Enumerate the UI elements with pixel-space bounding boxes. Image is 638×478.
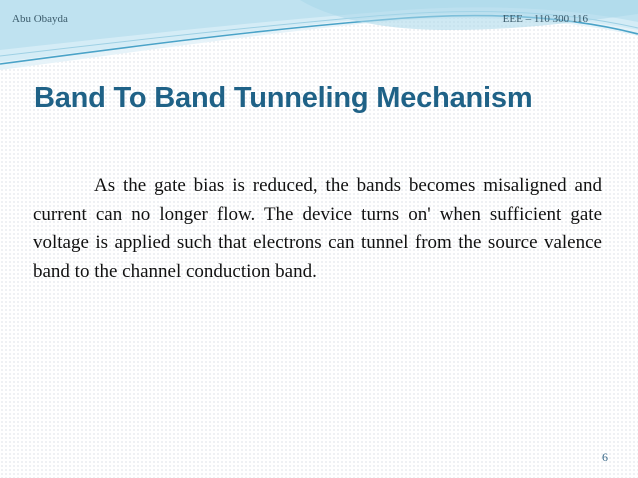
- header-author: Abu Obayda: [12, 13, 68, 25]
- header-wave-decoration: [0, 0, 638, 80]
- header-course-id: EEE – 110 300 116: [502, 13, 588, 25]
- slide-title: Band To Band Tunneling Mechanism: [34, 82, 533, 114]
- slide-body-text: As the gate bias is reduced, the bands becomes misaligned and current can no longer flow. The device turns on' when sufficient gate voltage is applied such that electrons can tunnel from the source valence band to the channel conduction band.: [33, 175, 602, 282]
- page-number: 6: [602, 450, 608, 464]
